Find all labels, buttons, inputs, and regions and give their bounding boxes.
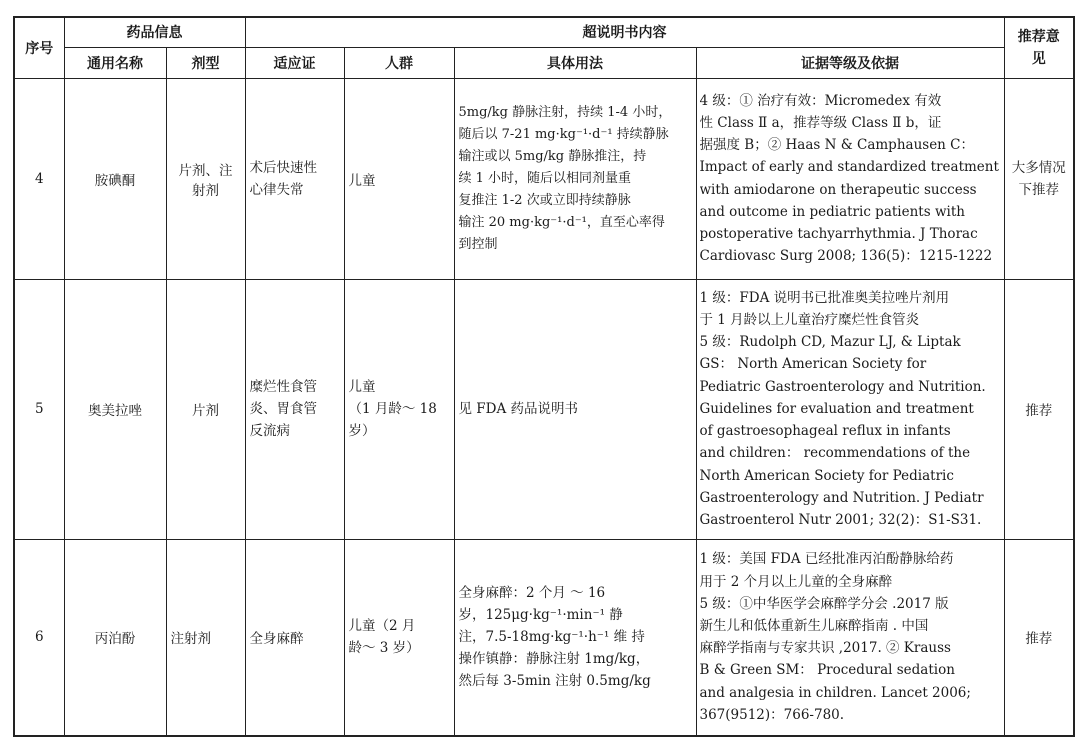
text-line: 片剂 — [192, 403, 219, 419]
cell-recommend — [1004, 539, 1074, 736]
text-line: Gastroenterol Nutr 2001; 32(2)：S1-S31. — [699, 511, 982, 528]
text-line: Gastroenterology and Nutrition. J Pediatr — [699, 489, 984, 506]
text-line: 龄～ 3 岁） — [348, 640, 420, 657]
text-line: 儿童 — [348, 379, 376, 395]
cell-usage — [454, 279, 696, 539]
text-line: postoperative tachyarrhythmia. J Thorac — [699, 225, 978, 242]
text-line: B & Green SM： Procedural sedation — [699, 662, 955, 679]
text-line: 367(9512)：766-780. — [699, 706, 845, 723]
text-line: 于 1 月龄以上儿童治疗糜烂性食管炎 — [699, 312, 920, 329]
cell-evidence — [696, 279, 1004, 539]
text-line: 1 级：美国 FDA 已经批准丙泊酚静脉给药 — [699, 551, 954, 568]
text-line: 全身麻醉 — [249, 631, 304, 648]
cell-dosage-form — [166, 539, 245, 736]
text-line: 糜烂性食管 — [249, 379, 317, 395]
cell-evidence — [696, 539, 1004, 736]
text-line: and children： recommendations of the — [699, 445, 971, 462]
text-line: Pediatric Gastroenterology and Nutrition. — [699, 378, 986, 395]
text-line: North American Society for Pediatric — [699, 467, 954, 484]
text-line: 射剂 — [192, 182, 219, 199]
text-line: 4 级：① 治疗有效：Micromedex 有效 — [699, 92, 942, 109]
header-dosage-form: 剂型 — [166, 47, 245, 78]
super-label-drug-table — [13, 16, 1075, 737]
text-line: 到控制 — [458, 236, 498, 252]
text-line: 性 Class Ⅱ a，推荐等级 Class Ⅱ b，证 — [699, 114, 942, 131]
text-line: 据强度 B；② Haas N & Camphausen C： — [699, 137, 974, 154]
text-line: 5mg/kg 静脉注射，持续 1-4 小时， — [458, 104, 672, 120]
header-evidence: 证据等级及依据 — [696, 47, 1004, 78]
text-line: and outcome in pediatric patients with — [699, 203, 965, 220]
header-recommend: 推荐意见 — [1004, 17, 1074, 78]
text-line: 片剂、注 — [178, 162, 233, 179]
text-line: 全身麻醉：2 个月 ～ 16 — [458, 585, 606, 602]
text-line: 岁，125μg·kg⁻¹·min⁻¹ 静 — [458, 607, 623, 624]
table-row — [14, 279, 1074, 539]
text-line: 复推注 1-2 次或立即持续静脉 — [458, 192, 631, 208]
text-line: 操作镇静：静脉注射 1mg/kg， — [458, 651, 650, 668]
text-line: 用于 2 个月以上儿童的全身麻醉 — [699, 573, 893, 590]
cell-seq: 6 — [14, 539, 64, 736]
cell-recommend — [1004, 78, 1074, 279]
text-line: Impact of early and standardized treatment — [699, 159, 999, 176]
cell-population — [344, 78, 454, 279]
text-line: 输注 20 mg·kg⁻¹·d⁻¹，直至心率得 — [458, 214, 665, 230]
text-line: 儿童 — [348, 172, 376, 189]
text-line: 大多情况 — [1011, 159, 1066, 176]
cell-seq: 5 — [14, 279, 64, 539]
table-row — [14, 539, 1074, 736]
text-line: 1 级：FDA 说明书已批准奥美拉唑片剂用 — [699, 289, 950, 306]
header-usage: 具体用法 — [454, 47, 696, 78]
text-line: with amiodarone on therapeutic success — [699, 181, 977, 198]
text-line: 岁） — [348, 423, 376, 439]
text-line: 5 级：①中华医学会麻醉学分会 .2017 版 — [699, 595, 949, 612]
cell-evidence — [696, 78, 1004, 279]
cell-indication — [245, 539, 344, 736]
text-line: 儿童（2 月 — [348, 618, 416, 635]
cell-seq: 4 — [14, 78, 64, 279]
text-line: GS： North American Society for — [699, 356, 927, 373]
header-super-label: 超说明书内容 — [245, 17, 1004, 47]
text-line: 5 级：Rudolph CD, Mazur LJ, & Liptak — [699, 334, 961, 351]
text-line: 输注或以 5mg/kg 静脉推注，持 — [458, 148, 647, 164]
cell-population — [344, 279, 454, 539]
text-line: 续 1 小时，随后以相同剂量重 — [458, 170, 632, 186]
cell-usage — [454, 539, 696, 736]
text-line: （1 月龄～ 18 — [348, 401, 437, 417]
text-line: 术后快速性 — [249, 159, 317, 176]
cell-indication — [245, 279, 344, 539]
text-line: 麻醉学指南与专家共识 ,2017. ② Krauss — [699, 640, 951, 657]
text-line: 新生儿和低体重新生儿麻醉指南 . 中国 — [699, 618, 929, 635]
text-line: 推荐 — [1025, 403, 1053, 419]
text-line: 推荐 — [1025, 631, 1053, 648]
cell-recommend — [1004, 279, 1074, 539]
text-line: of gastroesophageal reflux in infants — [699, 423, 951, 440]
header-generic-name: 通用名称 — [64, 47, 166, 78]
cell-indication — [245, 78, 344, 279]
text-line: Cardiovasc Surg 2008; 136(5)：1215-1222 — [699, 248, 993, 265]
cell-generic-name: 奥美拉唑 — [64, 279, 166, 539]
text-line: 见 FDA 药品说明书 — [458, 401, 579, 417]
text-line: 心律失常 — [249, 181, 304, 198]
header-population: 人群 — [344, 47, 454, 78]
text-line: 炎、胃食管 — [249, 401, 317, 417]
cell-dosage-form — [166, 279, 245, 539]
cell-dosage-form — [166, 78, 245, 279]
text-line: 随后以 7-21 mg·kg⁻¹·d⁻¹ 持续静脉 — [458, 126, 669, 142]
cell-generic-name: 丙泊酚 — [64, 539, 166, 736]
header-seq: 序号 — [14, 17, 64, 78]
text-line: and analgesia in children. Lancet 2006; — [699, 684, 971, 701]
table-row — [14, 78, 1074, 279]
cell-generic-name: 胺碘酮 — [64, 78, 166, 279]
text-line: 反流病 — [249, 423, 290, 439]
header-drug-info: 药品信息 — [64, 17, 245, 47]
text-line: 注射剂 — [170, 631, 211, 648]
cell-population — [344, 539, 454, 736]
text-line: 注，7.5-18mg·kg⁻¹·h⁻¹ 维 持 — [458, 629, 645, 646]
cell-usage — [454, 78, 696, 279]
header-indication: 适应证 — [245, 47, 344, 78]
text-line: Guidelines for evaluation and treatment — [699, 400, 974, 417]
text-line: 下推荐 — [1018, 181, 1059, 198]
text-line: 然后每 3-5min 注射 0.5mg/kg — [458, 673, 651, 690]
